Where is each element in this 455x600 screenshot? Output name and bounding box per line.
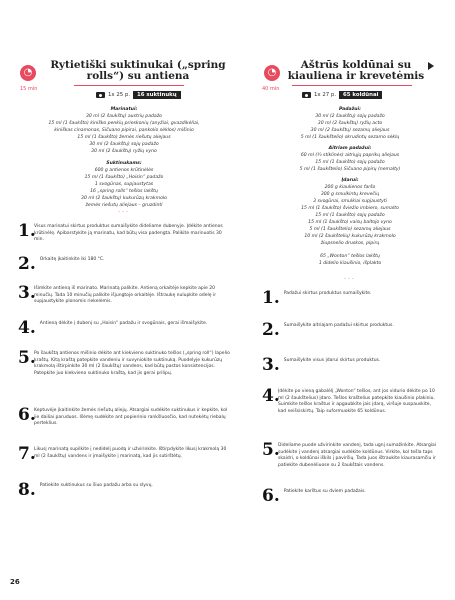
- ingredient-line: 15 ml (1 šaukšto) sojų padažo: [315, 160, 385, 165]
- ingredient-line: 16 „spring rolls“ tešlos lakštų: [90, 189, 158, 194]
- ingredient-line: kiniškas cinamonas, Sičuano pipirai, pankolio sėklos) mišinio: [54, 128, 194, 133]
- step-text: Įdėkite po vieną gabalėlį „Wonton“ tešlos, ant jos vidurio dėkite po 10 ml (2 šaukštelius) įdaro. Tešlos kraštelius patepkite kiaušinio plakiniu. Suimkite tešlos kraštus ir apgaubkite jais įdarą, viršuje suspauskite, kad neišsiskirtų. Taip suformuokite 65 koldūnus.: [278, 389, 435, 414]
- prep-time: 15 min: [20, 86, 38, 92]
- ingredient-line: 1 svogūnas, supjaustytas: [94, 182, 154, 187]
- servings-badge: 65 koldūnai: [339, 91, 382, 99]
- ingredient-line: žemės riešutų aliejaus – gruzdinti: [85, 203, 163, 208]
- ingredient-line: 1 didelio kiaušinio, išplakto: [318, 261, 382, 266]
- step: [262, 442, 438, 469]
- step-text: Padažui skirtus produktus sumaišykite.: [283, 291, 372, 296]
- servings-meta: [302, 91, 382, 99]
- ingredient-line: 30 ml (2 šaukštų) sojų padažo: [89, 142, 159, 147]
- step: [262, 488, 438, 504]
- camera-icon: [302, 92, 311, 98]
- ingredient-line: 5 ml (1 šaukštelio) skrudintų sezamo sėklų: [300, 135, 400, 140]
- ingredients-heading: Aitriam padažui:: [328, 146, 372, 151]
- step-number: 4.: [18, 318, 36, 338]
- arrow-right-icon: [428, 62, 434, 70]
- step-text: Likusį marinatą supilkite į nedidelį puodą ir užvirinkite. Ištirpdykite likusį krakmolą 30 ml (2 šaukštų) vandens ir įmaišykite į marinatą, kad jis sutirštėtų.: [34, 447, 227, 459]
- step-text: Sumaišykite visus įdarui skirtus produktus.: [283, 358, 381, 363]
- step: [262, 290, 438, 306]
- step-number: 5.: [18, 348, 36, 368]
- step-number: 2.: [18, 254, 36, 274]
- servings-badge: 16 suktinukų: [133, 91, 181, 99]
- step-text: Antieną dėkite į dubenį su „Hoisin“ padažu ir svogūnais, gerai išmaišykite.: [39, 321, 208, 326]
- step-number: 3.: [262, 355, 280, 375]
- ingredients-heading: Padažui:: [339, 107, 361, 112]
- page-number: 26: [10, 578, 20, 586]
- step-text: Išimkite antieną iš marinato. Marinatą palikite. Antieną orkaitėje kepkite apie 20 minučių. Tada 10 minučių palikite išjungtoje orkaitėje. Ištraukę nulupkite odelę ir supjaustykite plonomis riekelėmis.: [34, 286, 217, 304]
- step-number: 8.: [18, 480, 36, 500]
- step-text: Keptuvėje įkaitinkite žemės riešutų aliejų. Atsargiai sudėkite suktinukus ir kepkite, kol jie dailiai paruduos. Išėmę sudėkite ant popierinio rankšluosčio, kad nutekėtų riebalų perteklius.: [34, 408, 228, 426]
- ingredient-line: 30 ml (2 šaukštų) ryžių vyno: [91, 149, 157, 154]
- step: [18, 407, 230, 428]
- servings-prefix: 1x 25 p.: [108, 92, 131, 98]
- ingredient-line: 15 ml (1 šaukšto) šviežio imbiero, sumalto: [301, 206, 399, 211]
- ingredient-line: 5 ml (1 šaukštelio) Sičuano pipirų (nemalty): [299, 167, 401, 172]
- separator-dots: ...: [118, 207, 130, 214]
- step-number: 3.: [18, 283, 36, 303]
- step-text: Visus marinatui skirtus produktus sumaišykite dideliame dubenyje. Įdėkite antienos krūtinėlę. Apibarstykite ją marinatu, kad būtų visa padengta. Palikite marinuotis 30 min.: [34, 224, 223, 242]
- step: [18, 285, 230, 306]
- ingredient-line: 15 ml (1 šaukšto) „Hoisin“ padažo: [84, 175, 164, 180]
- step: [18, 350, 230, 377]
- ingredient-line: 300 g smulkintų krevečių: [320, 192, 380, 197]
- step-text: Dideliame puode užvirinkite vandenį, tada ugnį sumažinkite. Atsargiai sudėkite į vandenį atsargiai sudėkite koldūnus. Virkite, kol tešla taps skaidri, o koldūnai iškils į paviršių. Tada juos ištraukite kiaurasamčiu ir patiekite dubenėliuose su 2 šaukštais vandens.: [278, 443, 437, 468]
- step-text: Orkaitę įkaitinkite iki 180 °C.: [39, 257, 105, 262]
- ingredients-heading: Suktinukams:: [106, 161, 142, 166]
- ingredients-hot-sauce: [262, 145, 438, 173]
- clock-icon: ◔: [264, 65, 280, 81]
- recipe-title: Aštrūs koldūnai su kiauliena ir krevetėmis: [287, 59, 425, 82]
- step-text: Patiekite karštus su dviem padažais.: [283, 489, 366, 494]
- step-number: 2.: [262, 320, 280, 340]
- ingredient-line: 15 ml (1 šaukšto) sojų padažo: [315, 213, 385, 218]
- step-number: 6.: [262, 486, 280, 506]
- ingredients-marinade: [18, 106, 230, 155]
- step: [18, 482, 230, 498]
- step-number: 5.: [262, 440, 280, 460]
- ingredient-line: 30 ml (2 šaukštų) austrių padažo: [86, 114, 162, 119]
- step: [262, 388, 438, 415]
- step: [262, 322, 438, 338]
- ingredients-rolls: [18, 160, 230, 209]
- step-text: Patiekite suktinukus su šiuo padažu arba su slyvų.: [39, 483, 153, 488]
- ingredient-line: 30 ml (2 šaukštų) ryžių acto: [317, 121, 383, 126]
- clock-icon: ◔: [20, 65, 36, 81]
- ingredient-line: 15 ml (1 šaukšto) žemės riešutų aliejaus: [77, 135, 171, 140]
- step-number: 4.: [262, 386, 280, 406]
- step-text: Po šaukštą antienos mišinio dėkite ant kiekvieno suktinuko tešlos („spring roll“) lapelio kraštų. Kitą kraštą patepkite vandeniu ir suvyniokite suktinuką. Puodelyje kukurūzų krakmolą ištirpinkite 30 ml (2 šaukštų) vandens, kad būtų pastos konsistencijos. Patepkite juo kiekvieno suktinuko kraštą, kad jis gerai prilipų.: [34, 351, 230, 376]
- ingredients-filling: [262, 177, 438, 247]
- ingredient-line: 15 ml (1 šaukšto) vaisų baltojo vyno: [308, 220, 392, 225]
- ingredient-line: 3 svogūnai, smulkiai supjaustyti: [313, 199, 387, 204]
- ingredients-sauce: [262, 106, 438, 141]
- ingredient-line: 200 g kiaulienos faršo: [324, 185, 376, 190]
- ingredient-line: 600 g antienos krūtinėlės: [94, 168, 154, 173]
- step-number: 6.: [18, 405, 36, 425]
- step: [18, 446, 230, 462]
- camera-icon: [96, 92, 105, 98]
- step-text: Sumaišykite aitriajam padažui skirtus produktus.: [283, 323, 394, 328]
- ingredient-line: 65 „Wonton“ tešlos lakštų: [320, 254, 380, 259]
- servings-meta: [96, 91, 181, 99]
- ingredients-heading: Marinatui:: [110, 107, 138, 112]
- title-rule: [292, 85, 412, 86]
- separator-dots: ...: [344, 274, 356, 281]
- step: [262, 357, 438, 373]
- recipe-title: Rytietiški suktinukai („spring rolls“) su antiena: [50, 59, 226, 82]
- ingredient-line: 30 ml (2 šaukštų) sojų padažo: [315, 114, 385, 119]
- step-number: 1.: [18, 221, 36, 241]
- title-rule: [74, 85, 184, 86]
- step: [18, 256, 230, 272]
- ingredient-line: 60 ml (¼ stiklinės) aitriųjų paprikų aliejaus: [300, 153, 400, 158]
- ingredient-line: žiupsnelio druskos, pipirų: [320, 241, 380, 246]
- ingredient-line: 30 ml (2 šaukštų) sezamų aliejaus: [310, 128, 390, 133]
- ingredient-line: 30 ml (2 šaukštų) kukurūzų krakmolo: [81, 196, 167, 201]
- prep-time: 40 min: [262, 86, 280, 92]
- ingredients-wrappers: [262, 253, 438, 267]
- step-number: 1.: [262, 288, 280, 308]
- ingredient-line: 5 ml (1 šaukštelio) sezamų aliejaus: [309, 227, 391, 232]
- step: [18, 223, 230, 244]
- ingredient-line: 15 ml (1 šaukšto) kiniško penkių prieskonių (anyžiai, gvazdikėliai,: [48, 121, 200, 126]
- ingredient-line: 10 ml (2 šaukštelių) kukurūzų krakmolo: [304, 234, 396, 239]
- step-number: 7.: [18, 444, 36, 464]
- ingredients-heading: Įdarui:: [341, 178, 359, 183]
- step: [18, 320, 230, 336]
- servings-prefix: 1x 27 p.: [314, 92, 337, 98]
